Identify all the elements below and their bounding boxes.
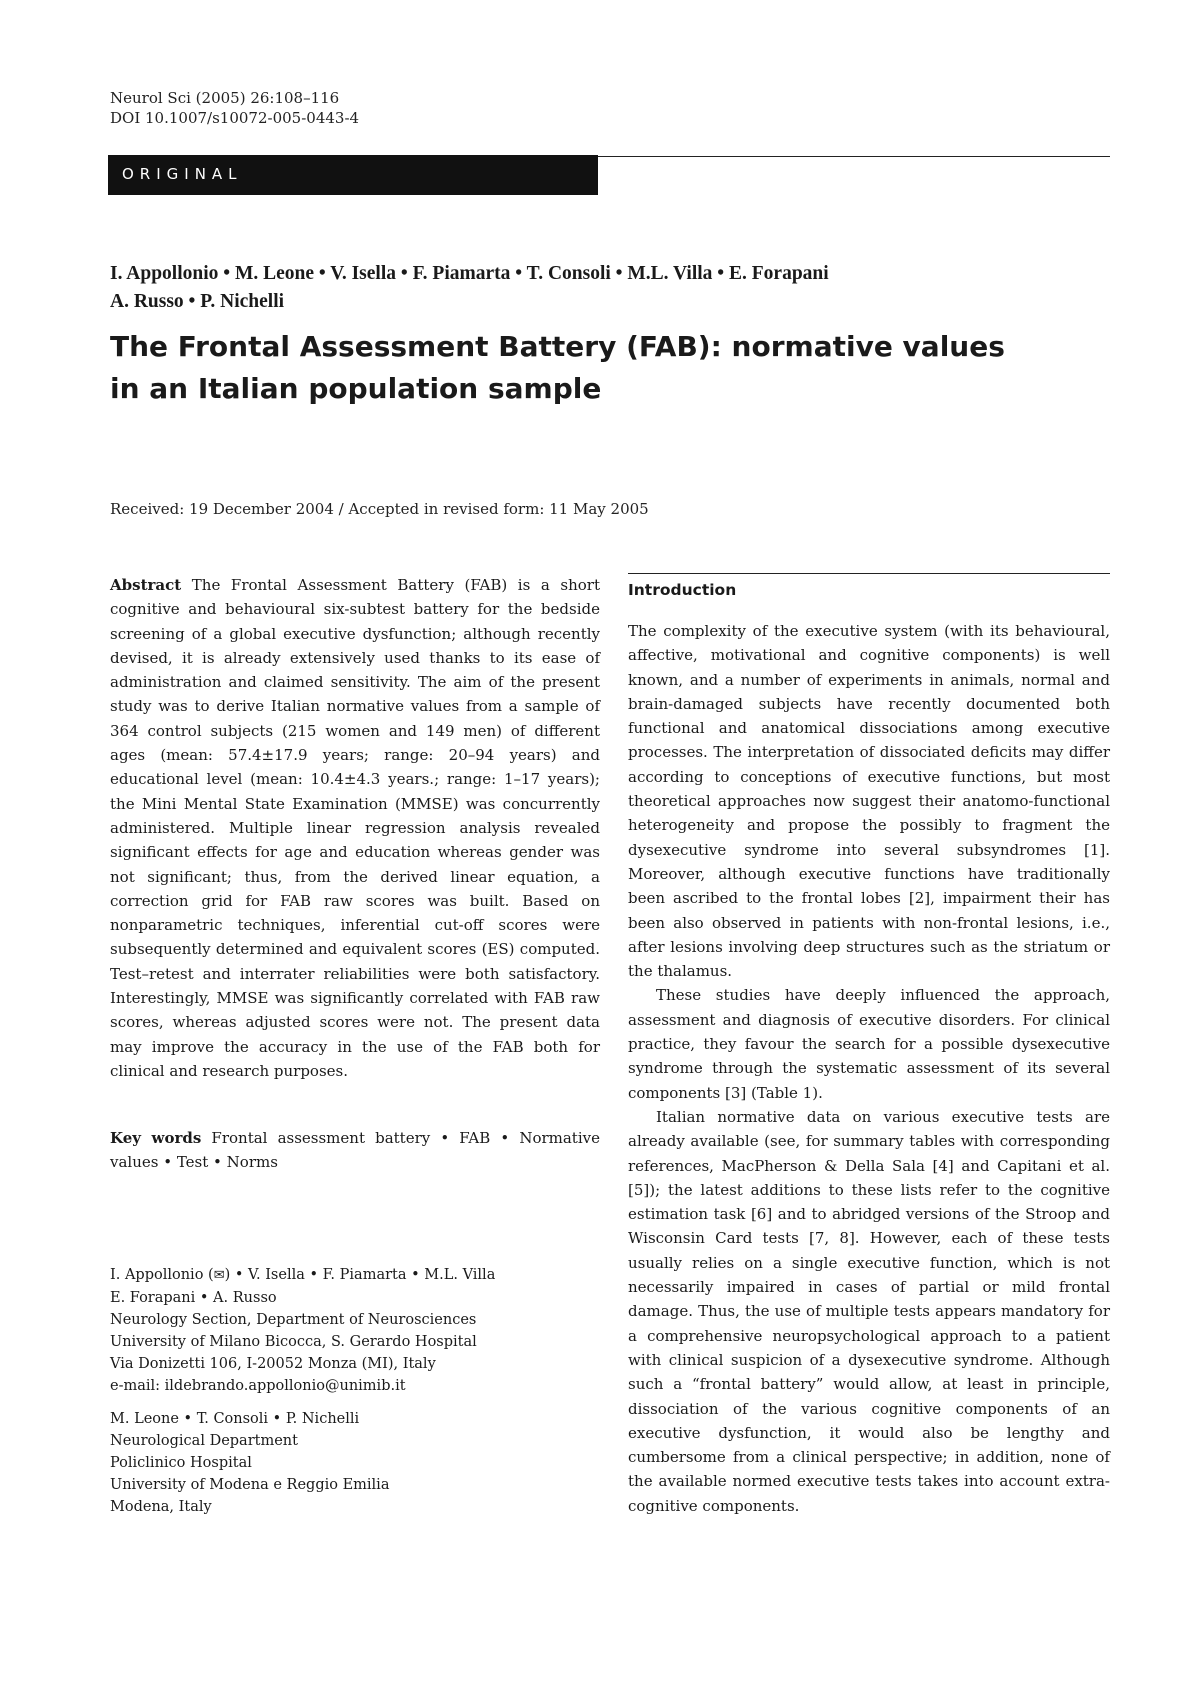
affiliation-2-line-4: University of Modena e Reggio Emilia [110, 1477, 390, 1493]
author-line-2: A. Russo • P. Nichelli [110, 291, 285, 312]
affiliation-block-1 [110, 1264, 600, 1397]
introduction-body [628, 619, 1110, 1518]
author-list [110, 260, 1110, 316]
affiliation-1-email: e-mail: ildebrando.appollonio@unimib.it [110, 1378, 406, 1394]
section-banner-label: ORIGINAL [122, 165, 243, 183]
affiliation-2-line-1: M. Leone • T. Consoli • P. Nichelli [110, 1411, 360, 1427]
keywords [110, 1126, 600, 1175]
article-title-line-1: The Frontal Assessment Battery (FAB): normative values [110, 330, 1005, 363]
received-dates: Received: 19 December 2004 / Accepted in revised form: 11 May 2005 [110, 500, 649, 518]
keywords-label: Key words [110, 1129, 202, 1147]
affiliation-1-line-4: University of Milano Bicocca, S. Gerardo Hospital [110, 1334, 477, 1350]
journal-meta [110, 88, 359, 128]
banner-rule [598, 156, 1110, 157]
affiliation-2-line-3: Policlinico Hospital [110, 1455, 252, 1471]
envelope-icon: ✉ [213, 1268, 225, 1283]
journal-citation: Neurol Sci (2005) 26:108–116 [110, 89, 340, 107]
section-banner [108, 155, 598, 195]
abstract [110, 573, 600, 1083]
introduction-paragraph-3: Italian normative data on various executive tests are already available (see, for summary tables with corresponding references, MacPherson & Della Sala [4] and Capitani et al. [5]); the latest additions to these lists refer to the cognitive estimation task [6] and to abridged versions of the Stroop and Wisconsin Card tests [7, 8]. However, each of these tests usually relies on a single executive function, which is not necessarily impaired in cases of partial or mild frontal damage. Thus, the use of multiple tests appears mandatory for a comprehensive neuropsychological approach to a patient with clinical suspicion of a dysexecutive syndrome. Although such a “frontal battery” would allow, at least in principle, dissociation of the various cognitive components of an executive dysfunction, it would also be lengthy and cumbersome from a clinical perspective; in addition, none of the available normed executive tests takes into account extra-cognitive components. [628, 1107, 1110, 1515]
introduction-rule [628, 573, 1110, 574]
affiliation-1-line-2: E. Forapani • A. Russo [110, 1290, 277, 1306]
affiliation-1-line-3: Neurology Section, Department of Neurosciences [110, 1312, 477, 1328]
affiliation-1-names: I. Appollonio (✉) • V. Isella • F. Piamarta • M.L. Villa [110, 1264, 600, 1287]
affiliation-2-line-5: Modena, Italy [110, 1499, 212, 1515]
article-title [110, 326, 1110, 410]
abstract-label: Abstract [110, 576, 182, 594]
abstract-text: The Frontal Assessment Battery (FAB) is a short cognitive and behavioural six-subtest battery for the bedside screening of a global executive dysfunction; although recently devised, it is already extensively used thanks to its ease of administration and claimed sensitivity. The aim of the present study was to derive Italian normative values from a sample of 364 control subjects (215 women and 149 men) of different ages (mean: 57.4±17.9 years; range: 20–94 years) and educational level (mean: 10.4±4.3 years.; range: 1–17 years); the Mini Mental State Examination (MMSE) was concurrently administered. Multiple linear regression analysis revealed significant effects for age and education whereas gender was not significant; thus, from the derived linear equation, a correction grid for FAB raw scores was built. Based on nonparametric techniques, inferential cut-off scores were subsequently determined and equivalent scores (ES) computed. Test–retest and interrater reliabilities were both satisfactory. Interestingly, MMSE was significantly correlated with FAB raw scores, whereas adjusted scores were not. The present data may improve the accuracy in the use of the FAB both for clinical and research purposes. [110, 576, 600, 1080]
affiliation-block-2 [110, 1408, 600, 1518]
keywords-text: Frontal assessment battery • FAB • Normative values • Test • Norms [110, 1129, 600, 1172]
introduction-paragraph-2: These studies have deeply influenced the approach, assessment and diagnosis of executive disorders. For clinical practice, they favour the search for a possible dysexecutive syndrome through the systematic assessment of its several components [3] (Table 1). [628, 986, 1110, 1102]
affiliation-1-line-5: Via Donizetti 106, I-20052 Monza (MI), Italy [110, 1356, 436, 1372]
author-line-1: I. Appollonio • M. Leone • V. Isella • F. Piamarta • T. Consoli • M.L. Villa • E. Forapani [110, 263, 829, 284]
journal-doi: DOI 10.1007/s10072-005-0443-4 [110, 109, 360, 127]
affiliation-2-line-2: Neurological Department [110, 1433, 298, 1449]
introduction-heading: Introduction [628, 581, 737, 599]
introduction-paragraph-1: The complexity of the executive system (with its behavioural, affective, motivational and cognitive components) is well known, and a number of experiments in animals, normal and brain-damaged subjects have recently documented both functional and anatomical dissociations among executive processes. The interpretation of dissociated deficits may differ according to conceptions of executive functions, but most theoretical approaches now suggest their anatomo-functional heterogeneity and propose the possibly to fragment the dysexecutive syndrome into several subsyndromes [1]. Moreover, although executive functions have traditionally been ascribed to the frontal lobes [2], impairment their has been also observed in patients with non-frontal lesions, i.e., after lesions involving deep structures such as the striatum or the thalamus. [628, 622, 1110, 981]
article-title-line-2: in an Italian population sample [110, 372, 602, 405]
